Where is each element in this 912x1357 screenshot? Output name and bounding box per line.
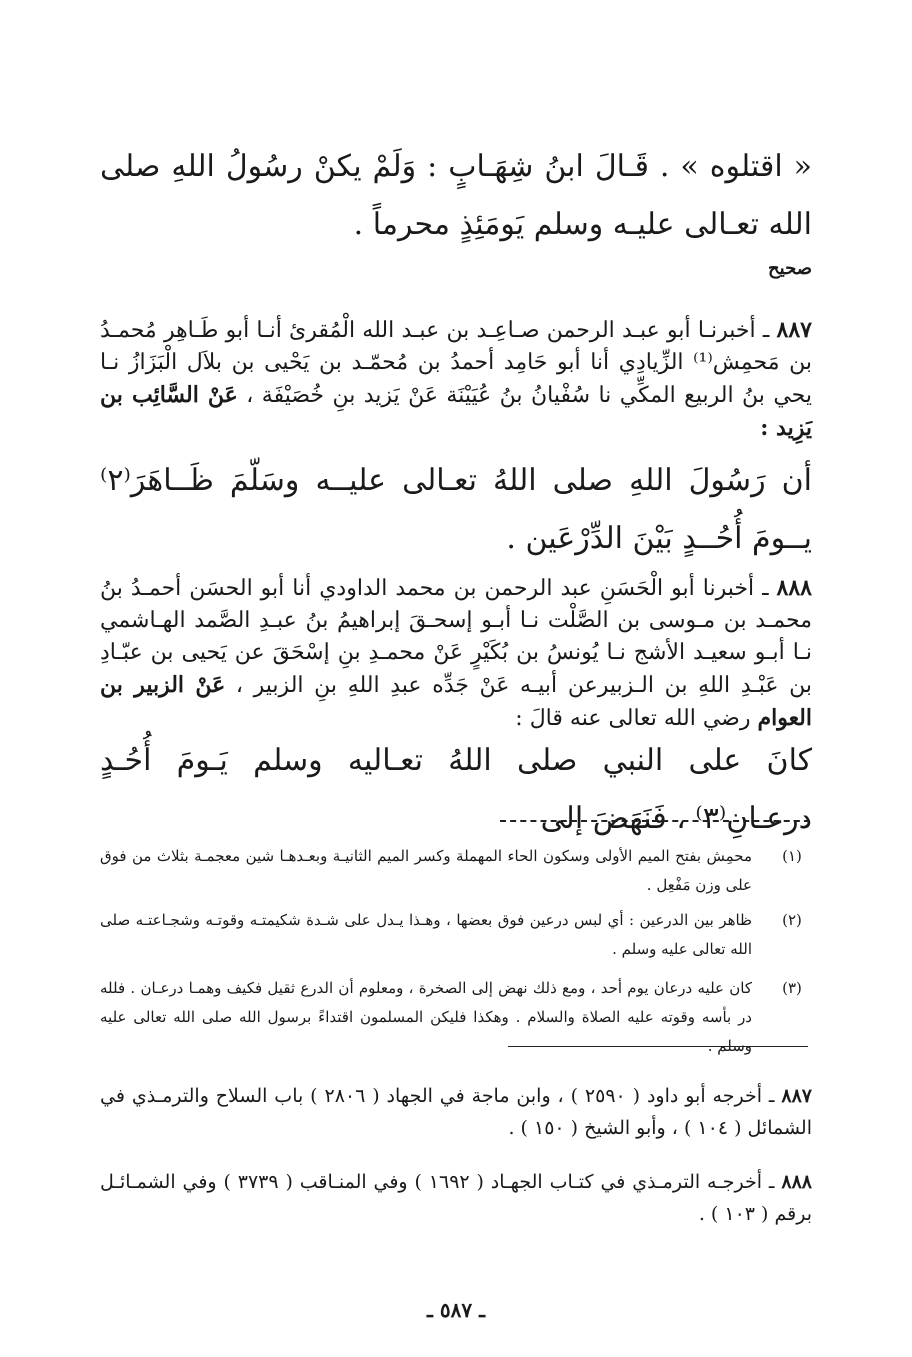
continuation-paragraph — [100, 138, 812, 254]
dashed-separator — [500, 820, 810, 822]
hadith-888-matn — [100, 732, 812, 848]
hadith-887-matn — [100, 452, 812, 568]
footnote-2 — [100, 906, 812, 964]
hadith-grade — [100, 258, 812, 279]
footnote-3-marker: (٣) — [782, 979, 802, 997]
footnote-3-text: كان عليه درعان يوم أحد ، ومع ذلك نهض إلى الصخرة ، ومعلوم أن الدرع ثقيل فكيف وهمـا درعـان . فلله در بأسه وقوته عليه الصلاة والسلام . وهكذا فليكن المسلمون اقتداءً برسول الله صلى الله تعالى عليه وسلم . — [100, 979, 752, 1055]
solid-separator — [508, 1046, 808, 1047]
hadith-887-number: ٨٨٧ — [776, 317, 812, 343]
footnote-3 — [100, 974, 812, 1061]
grade-label: صحيح — [768, 258, 812, 279]
hadith-888-narrator: عَنْ الزبير بن العوام — [100, 672, 812, 731]
footnote-2-marker: (٢) — [782, 911, 802, 929]
continuation-text: « اقتلوه » . قَـالَ ابنُ شِهَـابٍ : وَلَمْ يكنْ رسُولُ اللهِ صلى الله تعـالى عليـه وسلم يَومَئِذٍ محرماً . — [100, 149, 812, 242]
footnote-2-text: ظاهر بين الدرعين : أي لبس درعين فوق بعضها ، وهـذا يـدل على شـدة شكيمتـه وقوتـه وشجـاعتـه صلى الله تعالى عليه وسلم . — [100, 911, 752, 958]
hadith-887-narrator: عَنْ السَّائِب بن يَزِيد : — [100, 382, 812, 441]
takhrij-887-number: ٨٨٧ — [781, 1085, 812, 1107]
hadith-887-isnad: ـ أخبرنـا أبو عبـد الرحمن صـاعِـد بن عبـد الله الْمُقرئ أنـا أبو طَـاهِر مُحمـدُ بن مَحمِش⁽¹⁾ الزِّيادِي أنا أبو حَامِد أحمدُ بن مُحمّـد بن يَحْيى بن بلاَل الْبَزَازُ نـا يحي بنُ الربيع المكِّي نا سُفْيانُ بنُ عُيَيْنَة عَنْ يَزيد بنِ خُصَيْفَة ، — [100, 318, 812, 408]
hadith-887-chain — [100, 314, 812, 445]
page-number: ـ ٥٨٧ ـ — [427, 1298, 485, 1322]
takhrij-888 — [100, 1166, 812, 1230]
hadith-888-chain — [100, 572, 812, 735]
footnote-1-text: محمِش بفتح الميم الأولى وسكون الحاء المهملة وكسر الميم الثانيـة وبعـدهـا شين معجمـة بثلاث من فوق على وزن مَفْعِل . — [100, 847, 752, 894]
footnote-1 — [100, 842, 812, 900]
takhrij-887 — [100, 1080, 812, 1144]
hadith-888-isnad: ـ أخبرنا أبو الْحَسَنِ عبد الرحمن بن محمد الداودي أنا أبو الحسَن أحمـدُ بنُ محمـد بن مـوسى بن الصَّلْت نـا أبـو إسحـقَ إبراهيمُ بنُ عبـدِ الصَّمد الهـاشمي نـا أبـو سعيـد الأشج نـا يُونسُ بن بُكَيْرٍ عَنْ محمـدِ بنِ إسْحَقَ عن يَحيى بن عبّـادِ بن عَبْـدِ اللهِ بن الـزبيرعن أبيـه عَنْ جَدِّه عبدِ اللهِ بنِ الزبير ، — [100, 576, 812, 698]
hadith-888-number: ٨٨٨ — [776, 575, 812, 601]
takhrij-888-text: ـ أخرجـه الترمـذي في كتـاب الجهـاد ( ١٦٩٢ ) وفي المنـاقب ( ٣٧٣٩ ) وفي الشمـائـل برقم ( ١٠٣ ) . — [100, 1171, 812, 1225]
hadith-888-matn-text: كانَ على النبي صلى اللهُ تعـاليه وسلم يَـومَ أُحُـدٍ درعـانِ⁽٣⁾ ، فَنَهَضَ إلى — [100, 743, 812, 836]
footnote-1-marker: (١) — [782, 847, 802, 865]
hadith-887-matn-text: أن رَسُولَ اللهِ صلى اللهُ تعـالى عليــه وسَلّمَ ظَــاهَرَ⁽٢⁾ يــومَ أُحُــدٍ بَيْنَ الدِّرْعَين . — [100, 463, 812, 556]
takhrij-887-text: ـ أخرجه أبو داود ( ٢٥٩٠ ) ، وابن ماجة في الجهاد ( ٢٨٠٦ ) باب السلاح والترمـذي في الشمائل ( ١٠٤ ) ، وأبو الشيخ ( ١٥٠ ) . — [100, 1085, 812, 1139]
takhrij-888-number: ٨٨٨ — [781, 1171, 812, 1193]
hadith-888-after-narrator: رضي الله تعالى عنه قالَ : — [515, 706, 751, 731]
